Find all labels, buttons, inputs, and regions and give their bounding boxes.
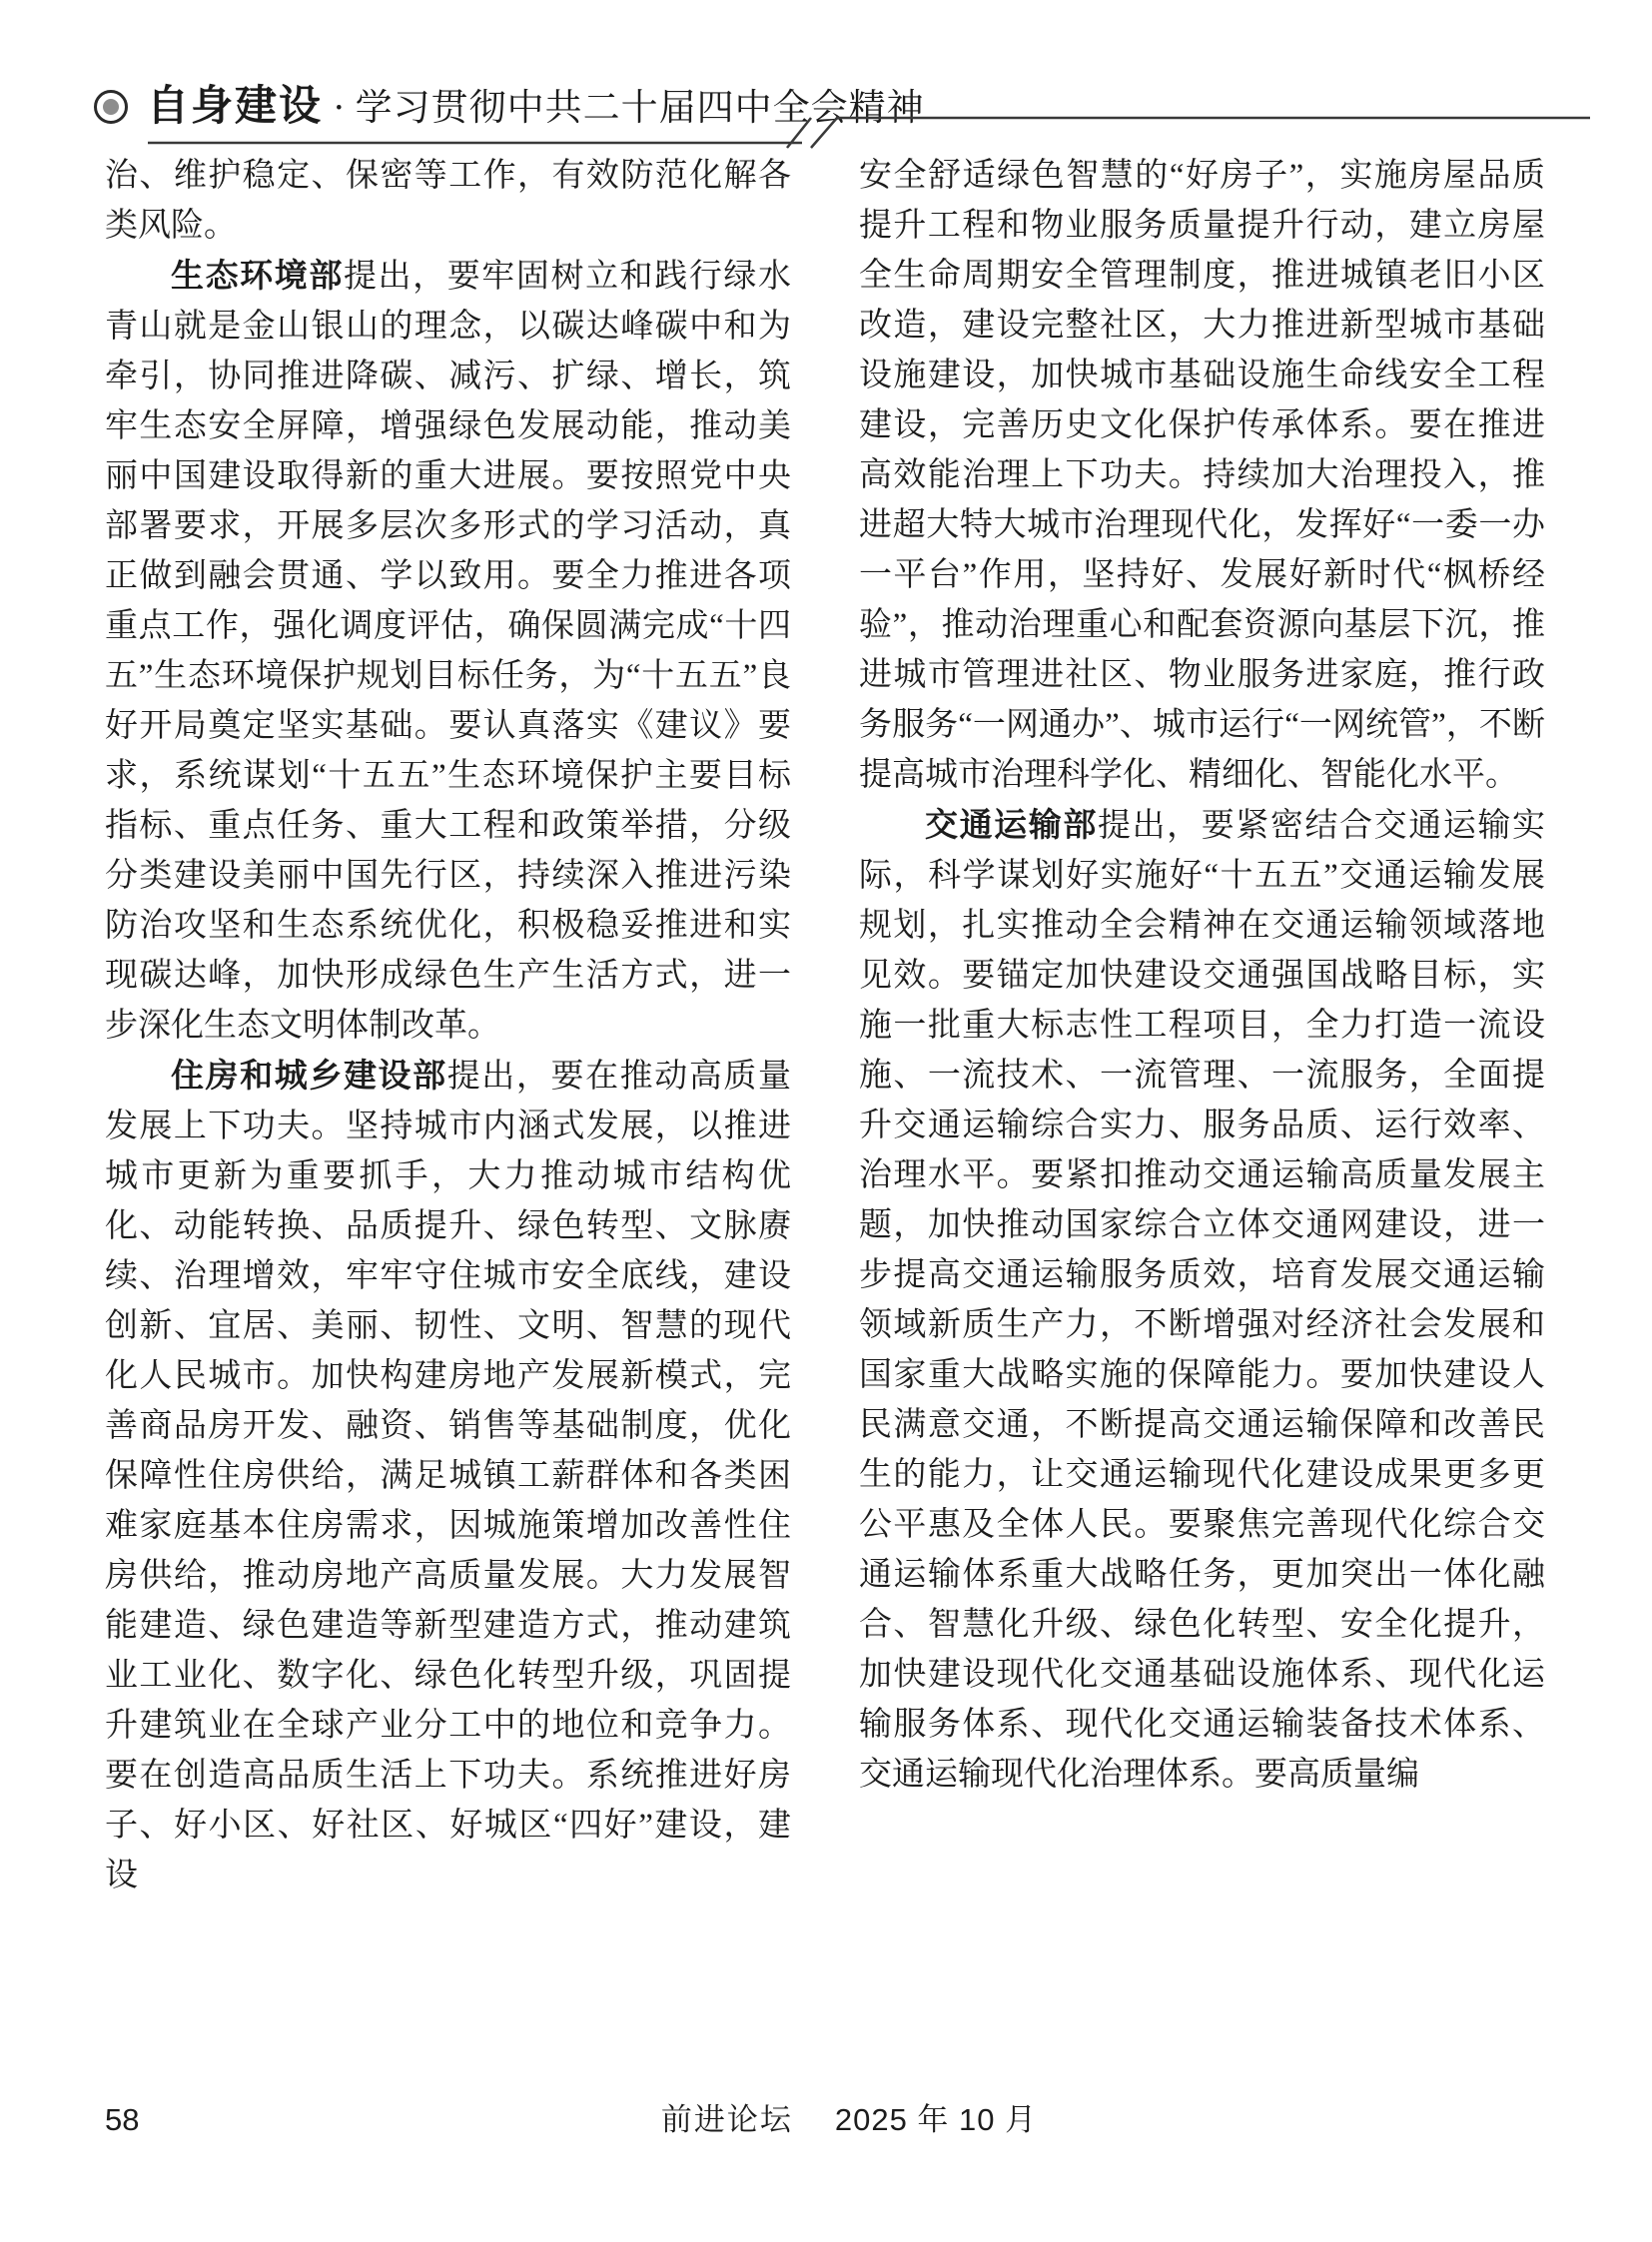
body-paragraph: 治、维护稳定、保密等工作，有效防范化解各类风险。 [105,158,791,244]
body-paragraph: 安全舒适绿色智慧的“好房子”，实施房屋品质提升工程和物业服务质量提升行动，建立房屋全生命周期安全管理制度，推进城镇老旧小区改造，建设完整社区，大力推进新型城市基础设施建设，加快城市基础设施生命线安全工程建设，完善历史文化保护传承体系。要在推进高效能治理上下功夫。持续加大治理投入，推进超大特大城市治理现代化，发挥好“一委一办一平台”作用，坚持好、发展好新时代“枫桥经验”，推动治理重心和配套资源向基层下沉，推进城市管理进社区、物业服务进家庭，推行政务服务“一网通办”、城市运行“一网统管”，不断提高城市治理科学化、精细化、智能化水平。 [859,158,1545,793]
page-header [0,0,1652,170]
ministry-name: 住房和城乡建设部 [171,1057,447,1094]
page-footer [0,2095,1652,2145]
ministry-name: 交通运输部 [925,806,1098,843]
topic-title: 学习贯彻中共二十届四中全会精神 [355,88,925,129]
body-paragraph: 交通运输部提出，要紧密结合交通运输实际，科学谋划好实施好“十五五”交通运输发展规划，扎实推动全会精神在交通运输领域落地见效。要锚定加快建设交通强国战略目标，实施一批重大标志性工程项目，全力打造一流设施、一流技术、一流管理、一流服务，全面提升交通运输综合实力、服务品质、运行效率、治理水平。要紧扣推动交通运输高质量发展主题，加快推动国家综合立体交通网建设，进一步提高交通运输服务质效，培育发展交通运输领域新质生产力，不断增强对经济社会发展和国家重大战略实施的保障能力。要加快建设人民满意交通，不断提高交通运输保障和改善民生的能力，让交通运输现代化建设成果更多更公平惠及全体人民。要聚焦完善现代化综合交通运输体系重大战略任务，更加突出一体化融合、智慧化升级、绿色化转型、安全化提升，加快建设现代化交通基础设施体系、现代化运输服务体系、现代化交通运输装备技术体系、交通运输现代化治理体系。要高质量编 [859,806,1546,1793]
header-rule [0,0,1652,170]
body-paragraph: 生态环境部提出，要牢固树立和践行绿水青山就是金山银山的理念，以碳达峰碳中和为牵引，协同推进降碳、减污、扩绿、增长，筑牢生态安全屏障，增强绿色发展动能，推动美丽中国建设取得新的重大进展。要按照党中央部署要求，开展多层次多形式的学习活动，真正做到融会贯通、学以致用。要全力推进各项重点工作，强化调度评估，确保圆满完成“十四五”生态环境保护规划目标任务，为“十五五”良好开局奠定坚实基础。要认真落实《建议》要求，系统谋划“十五五”生态环境保护主要目标指标、重点任务、重大工程和政策举措，分级分类建设美丽中国先行区，持续深入推进污染防治攻坚和生态系统优化，积极稳妥推进和实现碳达峰，加快形成绿色生产生活方式，进一步深化生态文明体制改革。 [105,257,792,1044]
body-paragraph: 住房和城乡建设部提出，要在推动高质量发展上下功夫。坚持城市内涵式发展，以推进城市更新为重要抓手，大力推动城市结构优化、动能转换、品质提升、绿色转型、文脉赓续、治理增效，牢牢守住城市安全底线，建设创新、宜居、美丽、韧性、文明、智慧的现代化人民城市。加快构建房地产发展新模式，完善商品房开发、融资、销售等基础制度，优化保障性住房供给，满足城镇工薪群体和各类困难家庭基本住房需求，因城施策增加改善性住房供给，推动房地产高质量发展。大力发展智能建造、绿色建造等新型建造方式，推动建筑业工业化、数字化、绿色化转型升级，巩固提升建筑业在全球产业分工中的地位和竞争力。要在创造高品质生活上下功夫。系统推进好房子、好小区、好社区、好城区“四好”建设，建设 [105,1057,792,1893]
footer-journal-line [0,2095,1652,2145]
issue-date: 2025 年 10 月 [834,2102,1038,2137]
ministry-name: 生态环境部 [171,257,344,294]
journal-name: 前进论坛 [660,2102,793,2137]
right-column [859,151,1545,1800]
section-title: 自身建设 [147,82,324,129]
left-column [105,151,791,1900]
page-number: 58 [105,2102,140,2137]
title-separator: · [333,87,346,129]
